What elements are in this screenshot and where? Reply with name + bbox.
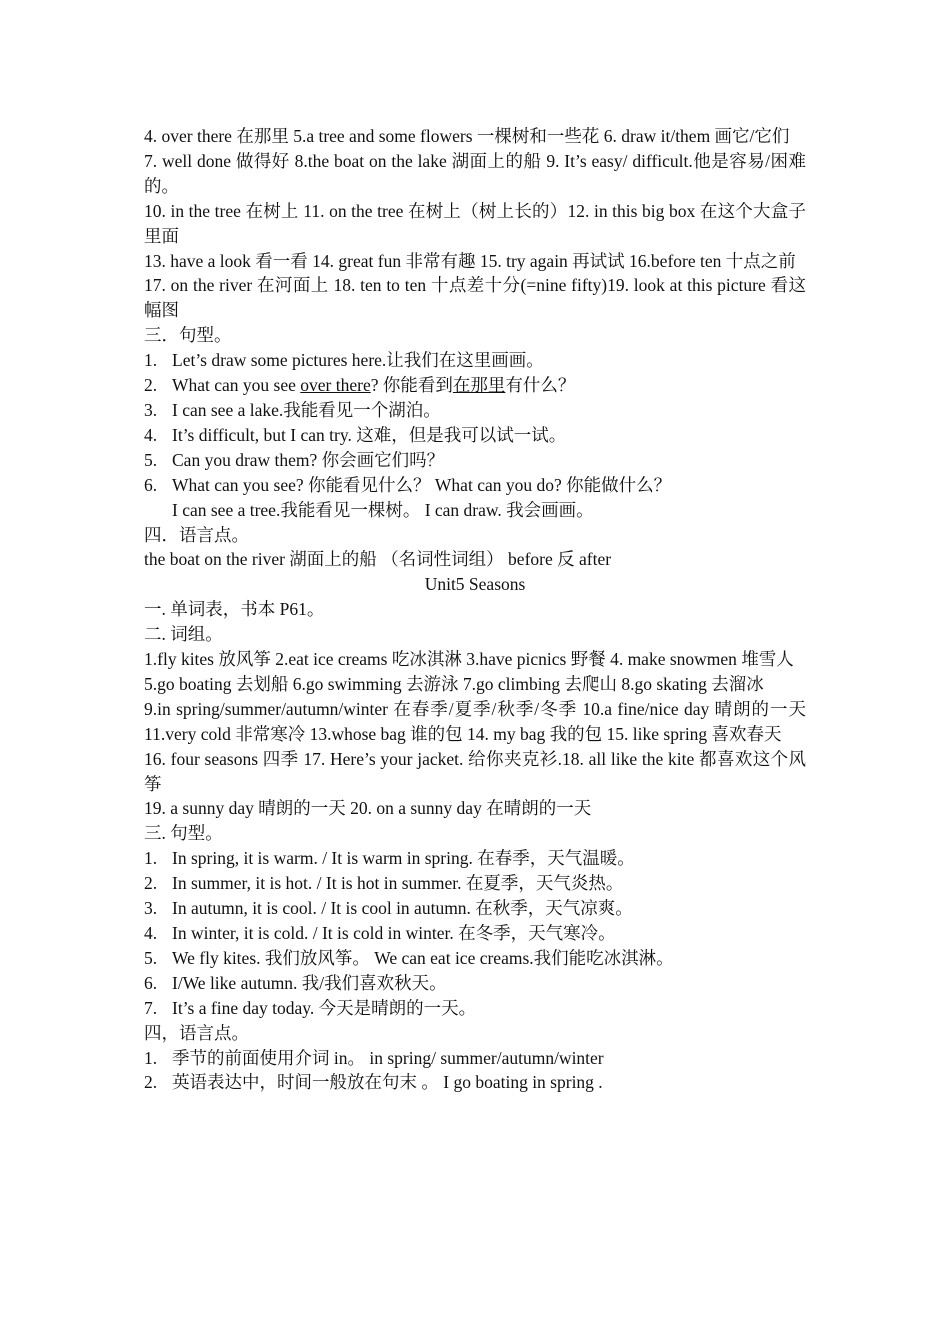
sentence-item bbox=[144, 348, 806, 373]
phrase-line: 7. well done 做得好 8.the boat on the lake 湖面上的船 9. It’s easy/ difficult.他是容易/困难的。 bbox=[144, 150, 806, 196]
item-number: 5. bbox=[144, 449, 158, 470]
item-number: 2. bbox=[144, 375, 158, 396]
sentence-item bbox=[144, 871, 806, 896]
unit-title: Unit5 Seasons bbox=[424, 574, 526, 595]
section-heading: 三. 句型。 bbox=[144, 823, 223, 844]
item-text: Can you draw them? 你会画它们吗？ bbox=[172, 449, 445, 470]
sentence-item bbox=[144, 946, 806, 971]
sentence-item bbox=[144, 971, 806, 996]
section-heading: 四，语言点。 bbox=[144, 1022, 249, 1043]
phrase-line: 4. over there 在那里 5.a tree and some flowers 一棵树和一些花 6. draw it/them 画它/它们 bbox=[144, 126, 790, 146]
item-text: ? 你能看到 bbox=[370, 375, 453, 396]
item-text: Let’s draw some pictures here.让我们在这里画画。 bbox=[172, 350, 544, 371]
item-number: 6. bbox=[144, 972, 158, 993]
item-number: 5. bbox=[144, 947, 158, 968]
phrase-line: 17. on the river 在河面上 18. ten to ten 十点差十分(=nine fifty)19. look at this picture 看这幅图 bbox=[144, 275, 806, 321]
item-text: 有什么？ bbox=[505, 375, 576, 396]
item-text: In autumn, it is cool. / It is cool in autumn. 在秋季，天气凉爽。 bbox=[172, 898, 633, 919]
sentence-item bbox=[144, 921, 806, 946]
item-number: 3. bbox=[144, 399, 158, 420]
sentence-item bbox=[144, 896, 806, 921]
item-text: I can see a lake.我能看见一个湖泊。 bbox=[172, 399, 441, 420]
item-text: In summer, it is hot. / It is hot in summer. 在夏季，天气炎热。 bbox=[172, 873, 624, 894]
phrase-line: 10. in the tree 在树上 11. on the tree 在树上（树上长的）12. in this big box 在这个大盒子里面 bbox=[144, 200, 806, 246]
sentence-item bbox=[144, 423, 806, 448]
item-number: 6. bbox=[144, 474, 158, 495]
sentence-item bbox=[144, 448, 806, 473]
item-number: 1. bbox=[144, 1047, 158, 1068]
section-heading: 一. 单词表，书本 P61。 bbox=[144, 599, 325, 620]
phrase-line: 16. four seasons 四季 17. Here’s your jacket. 给你夹克衫.18. all like the kite 都喜欢这个风筝 bbox=[144, 748, 806, 794]
item-number: 4. bbox=[144, 424, 158, 445]
section-heading: 四．语言点。 bbox=[144, 524, 249, 545]
item-number: 1. bbox=[144, 848, 158, 869]
item-text: It’s difficult, but I can try. 这难，但是我可以试一试。 bbox=[172, 424, 567, 445]
item-number: 2. bbox=[144, 1072, 158, 1093]
item-text: We fly kites. 我们放风筝。 We can eat ice creams.我们能吃冰淇淋。 bbox=[172, 947, 674, 968]
item-text: It’s a fine day today. 今天是晴朗的一天。 bbox=[172, 997, 477, 1018]
underlined-text: over there bbox=[300, 375, 371, 396]
item-number: 1. bbox=[144, 350, 158, 371]
item-text: In spring, it is warm. / It is warm in spring. 在春季，天气温暖。 bbox=[172, 848, 635, 869]
section-heading: 二. 词组。 bbox=[144, 624, 223, 645]
sentence-item bbox=[144, 373, 806, 398]
section-heading: 三．句型。 bbox=[144, 325, 232, 346]
phrase-line: 1.fly kites 放风筝 2.eat ice creams 吃冰淇淋 3.have picnics 野餐 4. make snowmen 堆雪人 bbox=[144, 649, 794, 670]
sentence-continuation: I can see a tree.我能看见一棵树。 I can draw. 我会画画。 bbox=[172, 499, 594, 520]
phrase-line: 19. a sunny day 晴朗的一天 20. on a sunny day 在晴朗的一天 bbox=[144, 798, 592, 819]
language-point-item bbox=[144, 1070, 806, 1095]
sentence-item bbox=[144, 398, 806, 423]
language-point: the boat on the river 湖面上的船 （名词性词组） before 反 after bbox=[144, 549, 612, 570]
item-number: 7. bbox=[144, 997, 158, 1018]
item-text: I/We like autumn. 我/我们喜欢秋天。 bbox=[172, 972, 447, 993]
item-text: What can you see bbox=[172, 375, 301, 396]
phrase-line: 5.go boating 去划船 6.go swimming 去游泳 7.go climbing 去爬山 8.go skating 去溜冰 bbox=[144, 673, 764, 694]
sentence-item bbox=[144, 473, 806, 498]
sentence-item bbox=[144, 996, 806, 1021]
sentence-item bbox=[144, 846, 806, 871]
language-point-item bbox=[144, 1046, 806, 1071]
item-number: 4. bbox=[144, 923, 158, 943]
item-text: 英语表达中，时间一般放在句末 。 I go boating in spring . bbox=[172, 1072, 603, 1093]
item-text: 季节的前面使用介词 in。 in spring/ summer/autumn/winter bbox=[172, 1047, 604, 1068]
underlined-text: 在那里 bbox=[452, 375, 506, 396]
item-text: What can you see? 你能看见什么？ What can you do? 你能做什么？ bbox=[172, 474, 672, 495]
item-number: 3. bbox=[144, 898, 158, 919]
phrase-line: 13. have a look 看一看 14. great fun 非常有趣 15. try again 再试试 16.before ten 十点之前 bbox=[144, 250, 796, 271]
phrase-line: 9.in spring/summer/autumn/winter 在春季/夏季/秋季/冬季 10.a fine/nice day 晴朗的一天 11.very cold 非常寒冷 13.whose bag 谁的包 14. my bag 我的包 15. like spring 喜欢春天 bbox=[144, 698, 806, 744]
item-text: In winter, it is cold. / It is cold in winter. 在冬季，天气寒冷。 bbox=[172, 923, 616, 943]
document-body bbox=[144, 124, 806, 1095]
item-number: 2. bbox=[144, 873, 158, 894]
